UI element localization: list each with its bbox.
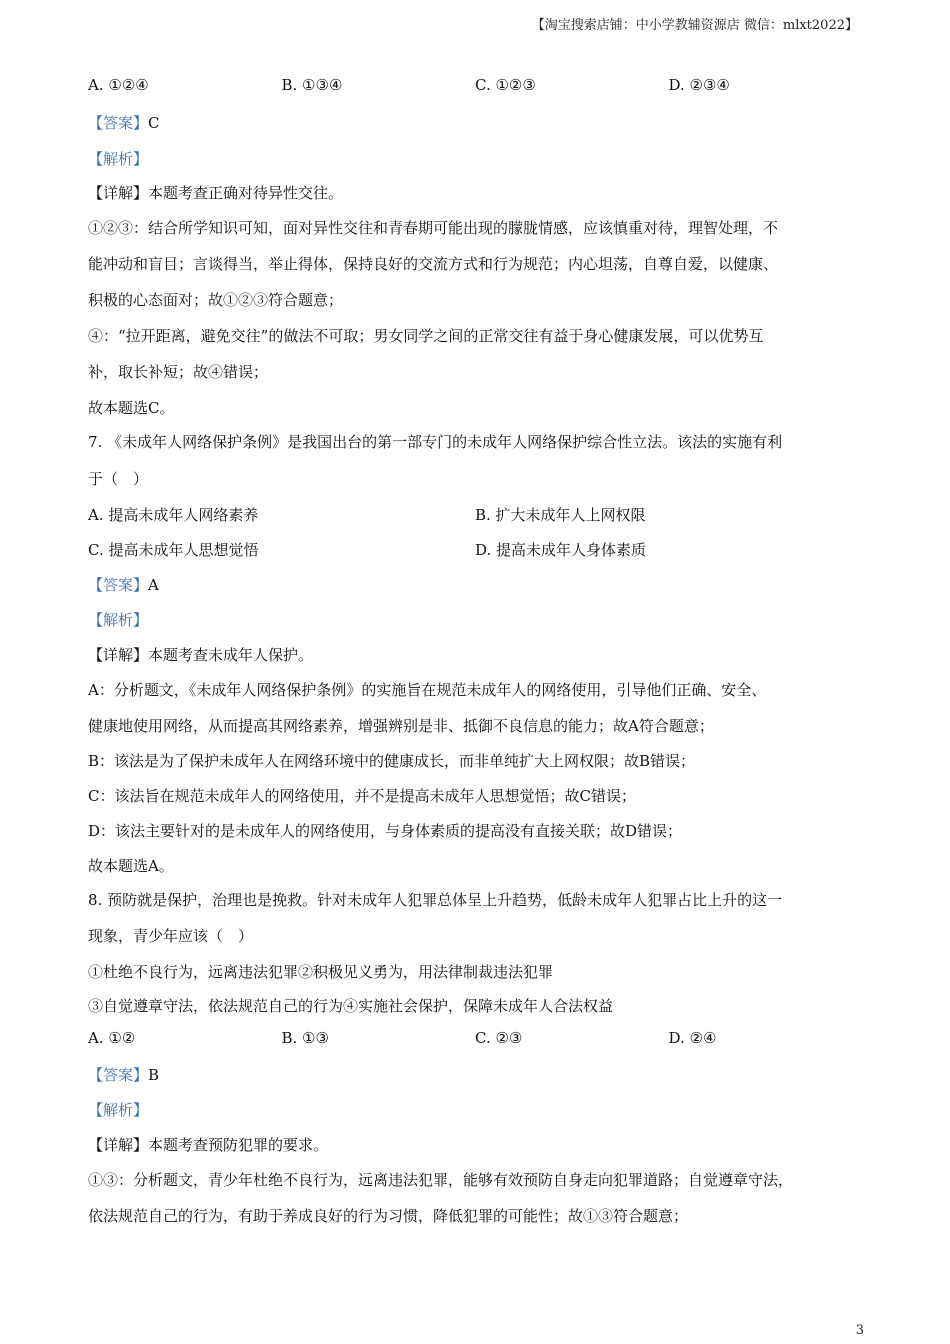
answer-value: A: [148, 576, 159, 594]
q6-option-c: C. ①②③: [475, 76, 536, 94]
q8-stem-1: 8. 预防就是保护，治理也是挽救。针对未成年人犯罪总体呈上升趋势，低龄未成年人犯罪占比上升的这一: [88, 891, 783, 909]
q8-analysis-tag: 【解析】: [88, 1101, 149, 1119]
q8-option-c: C. ②③: [475, 1029, 523, 1047]
q7-line-3: B：该法是为了保护未成年人在网络环境中的健康成长，而非单纯扩大上网权限；故B错误；: [88, 752, 696, 770]
q6-options: [88, 76, 862, 94]
q7-option-b: B. 扩大未成年人上网权限: [475, 506, 646, 524]
q8-line-2: 依法规范自己的行为，有助于养成良好的行为习惯，降低犯罪的可能性；故①③符合题意；: [88, 1207, 689, 1225]
q7-options-row-2: [88, 539, 862, 560]
q8-stem-3: ①杜绝不良行为，远离违法犯罪②积极见义勇为，用法律制裁违法犯罪: [88, 963, 554, 981]
answer-tag: 【答案】: [88, 114, 149, 132]
q7-stem-1: 7. 《未成年人网络保护条例》是我国出台的第一部专门的未成年人网络保护综合性立法。该法的实施有利: [88, 433, 783, 451]
answer-value: B: [148, 1066, 160, 1084]
q8-stem-2: 现象，青少年应该（ ）: [88, 927, 254, 945]
q7-analysis-tag: 【解析】: [88, 611, 149, 629]
q8-detail: 【详解】本题考查预防犯罪的要求。: [88, 1136, 329, 1154]
q7-line-2: 健康地使用网络，从而提高其网络素养，增强辨别是非、抵御不良信息的能力；故A符合题意；: [88, 717, 714, 735]
q6-answer: [88, 112, 160, 133]
q6-line-1: ①②③：结合所学知识可知，面对异性交往和青春期可能出现的朦胧情感，应该慎重对待，理智处理，不: [88, 219, 779, 237]
q7-answer: [88, 574, 159, 595]
q8-line-1: ①③：分析题文，青少年杜绝不良行为，远离违法犯罪，能够有效预防自身走向犯罪道路；自觉遵章守法，: [88, 1171, 794, 1189]
q7-line-1: A：分析题文，《未成年人网络保护条例》的实施旨在规范未成年人的网络使用，引导他们正确、安全、: [88, 681, 767, 699]
q6-option-d: D. ②③④: [668, 76, 730, 94]
q8-option-d: D. ②④: [668, 1029, 717, 1047]
q6-option-a: A. ①②④: [88, 76, 149, 94]
q7-options-row-1: [88, 504, 862, 525]
q7-line-5: D：该法主要针对的是未成年人的网络使用，与身体素质的提高没有直接关联；故D错误；: [88, 822, 683, 840]
q6-option-b: B. ①③④: [281, 76, 343, 94]
q7-line-4: C：该法旨在规范未成年人的网络使用，并不是提高未成年人思想觉悟；故C错误；: [88, 787, 636, 805]
q6-detail: 【详解】本题考查正确对待异性交往。: [88, 184, 344, 202]
q6-line-3: 积极的心态面对；故①②③符合题意；: [88, 291, 344, 309]
q7-option-d: D. 提高未成年人身体素质: [475, 541, 647, 559]
page-number: 3: [855, 1323, 864, 1338]
q8-options: [88, 1029, 862, 1047]
q8-option-a: A. ①②: [88, 1029, 136, 1047]
answer-value: C: [148, 114, 160, 132]
q7-option-a: A. 提高未成年人网络素养: [88, 506, 259, 524]
q6-line-4: ④：“拉开距离，避免交往”的做法不可取；男女同学之间的正常交往有益于身心健康发展，可以优势互: [88, 327, 764, 345]
q8-stem-4: ③自觉遵章守法，依法规范自己的行为④实施社会保护，保障未成年人合法权益: [88, 997, 614, 1015]
q8-option-b: B. ①③: [281, 1029, 329, 1047]
q8-answer: [88, 1064, 159, 1085]
header-text: 【淘宝搜索店铺：中小学教辅资源店 微信：mlxt2022】: [531, 18, 858, 33]
q6-analysis-tag: 【解析】: [88, 150, 149, 168]
answer-tag: 【答案】: [88, 576, 149, 594]
q7-option-c: C. 提高未成年人思想觉悟: [88, 541, 259, 559]
q6-line-5: 补，取长补短；故④错误；: [88, 363, 269, 381]
q7-line-6: 故本题选A。: [88, 857, 174, 875]
q7-stem-2: 于（ ）: [88, 470, 149, 488]
q6-line-6: 故本题选C。: [88, 399, 175, 417]
answer-tag: 【答案】: [88, 1066, 149, 1084]
q6-line-2: 能冲动和盲目；言谈得当，举止得体，保持良好的交流方式和行为规范；内心坦荡，自尊自爱，以健康、: [88, 255, 779, 273]
q7-detail: 【详解】本题考查未成年人保护。: [88, 646, 314, 664]
